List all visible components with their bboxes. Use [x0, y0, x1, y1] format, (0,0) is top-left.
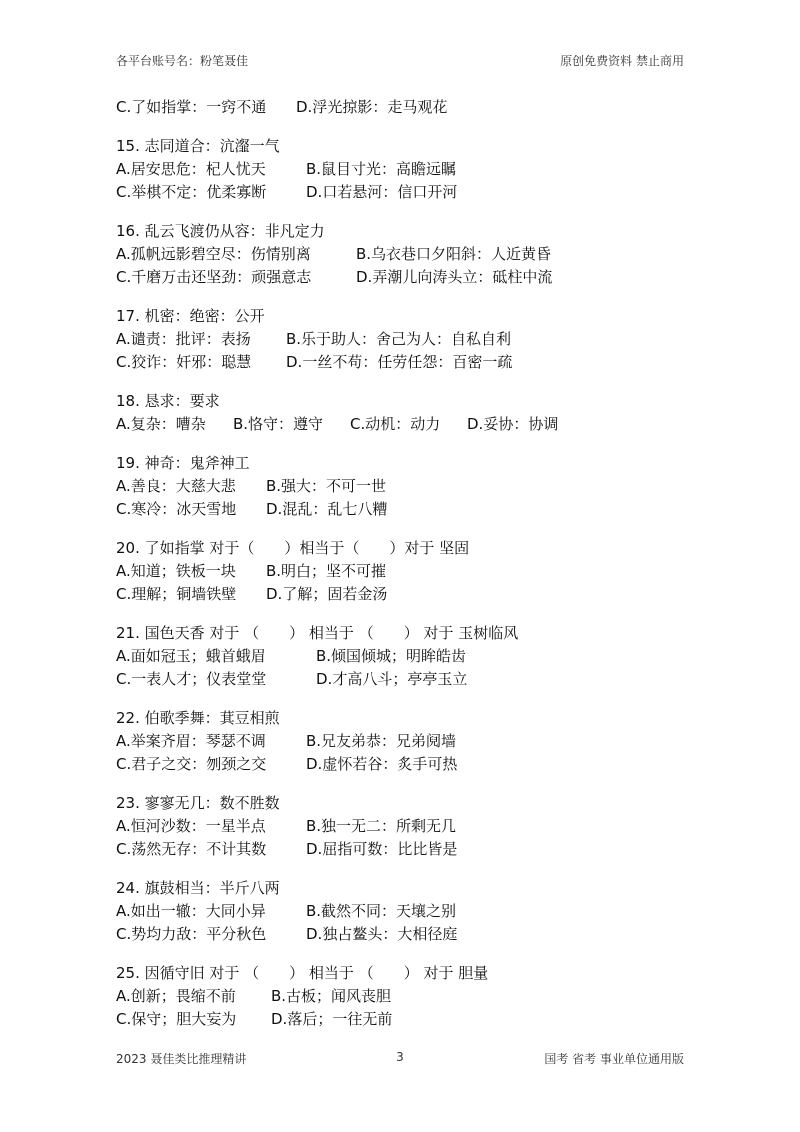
option-b: B.兄友弟恭：兄弟阋墙: [306, 732, 457, 750]
question-title: 25. 因循守旧 对于 （ ） 相当于 （ ） 对于 胆量: [116, 964, 489, 982]
question-block: [116, 622, 696, 691]
options-row: [116, 243, 696, 266]
options-row: [116, 181, 696, 204]
options-row: [116, 668, 696, 691]
options-row: [116, 900, 696, 923]
options-row: [116, 838, 696, 861]
option-c: C.了如指掌：一窍不通: [116, 98, 267, 116]
question-list: [116, 135, 696, 1031]
option-c: C.千磨万击还坚劲：顽强意志: [116, 268, 312, 286]
question-title: 23. 寥寥无几：数不胜数: [116, 794, 280, 812]
options-row: [116, 328, 696, 351]
question-block: [116, 962, 696, 1031]
option-b: B.独一无二：所剩无几: [306, 817, 457, 835]
page-number: 3: [396, 1050, 404, 1064]
option-b: B.古板；闻风丧胆: [271, 987, 392, 1005]
question-block: [116, 707, 696, 776]
question-block: [116, 135, 696, 204]
page-footer: [116, 1050, 684, 1070]
options-row: [116, 266, 696, 289]
question-block: [116, 537, 696, 606]
question-block: [116, 877, 696, 946]
options-row: [116, 985, 696, 1008]
question-block: [116, 792, 696, 861]
option-c: C.寒冷：冰天雪地: [116, 500, 237, 518]
options-row: [116, 583, 696, 606]
option-b: B.鼠目寸光：高瞻远瞩: [306, 160, 457, 178]
question-title: 22. 伯歌季舞：萁豆相煎: [116, 709, 280, 727]
option-d: D.虚怀若谷：炙手可热: [306, 755, 458, 773]
option-b: B.明白；坚不可摧: [266, 562, 387, 580]
option-c: C.狡诈：奸邪：聪慧: [116, 353, 252, 371]
option-d: D.屈指可数：比比皆是: [306, 840, 458, 858]
options-row: [116, 158, 696, 181]
footer-title: 2023 聂佳类比推理精讲: [116, 1052, 247, 1066]
option-c: C.势均力敌：平分秋色: [116, 925, 267, 943]
options-row: [116, 351, 696, 374]
options-row: [116, 923, 696, 946]
header-account-name: 各平台账号名：粉笔聂佳: [116, 54, 249, 68]
option-c: C.保守；胆大妄为: [116, 1010, 237, 1028]
option-a: A.恒河沙数：一星半点: [116, 817, 266, 835]
options-row: [116, 498, 696, 521]
question-title: 17. 机密：绝密：公开: [116, 307, 265, 325]
options-row: [116, 815, 696, 838]
option-a: A.面如冠玉；蛾首蛾眉: [116, 647, 266, 665]
option-d: D.才高八斗；亭亭玉立: [316, 670, 468, 688]
option-b: B.恪守：遵守: [233, 415, 324, 433]
option-c: C.一表人才；仪表堂堂: [116, 670, 267, 688]
option-c: C.君子之交：刎颈之交: [116, 755, 267, 773]
options-row: [116, 560, 696, 583]
option-a: A.创新；畏缩不前: [116, 987, 236, 1005]
question-block: [116, 305, 696, 374]
options-row: [116, 730, 696, 753]
option-d: D.口若悬河：信口开河: [306, 183, 458, 201]
option-a: A.善良：大慈大悲: [116, 477, 236, 495]
option-d: D.妥协：协调: [467, 415, 559, 433]
question-title: 20. 了如指掌 对于（ ）相当于（ ）对于 坚固: [116, 539, 470, 557]
options-row: [116, 475, 696, 498]
question-block: [116, 390, 696, 436]
question-block: [116, 452, 696, 521]
document-content: [116, 96, 696, 1031]
option-a: A.复杂：嘈杂: [116, 415, 206, 433]
option-d: D.独占鳌头：大相径庭: [306, 925, 458, 943]
option-c: C.举棋不定：优柔寡断: [116, 183, 267, 201]
option-a: A.居安思危：杞人忧天: [116, 160, 266, 178]
option-b: B.强大：不可一世: [266, 477, 387, 495]
options-row: [116, 413, 696, 436]
option-c: C.动机：动力: [350, 415, 441, 433]
option-d: D.了解；固若金汤: [266, 585, 388, 603]
options-row: [116, 753, 696, 776]
top-options-row: [116, 96, 696, 119]
header-notice: 原创免费资料 禁止商用: [560, 54, 684, 68]
option-b: B.截然不同：天壤之别: [306, 902, 457, 920]
question-title: 16. 乱云飞渡仍从容：非凡定力: [116, 222, 325, 240]
option-a: A.知道；铁板一块: [116, 562, 236, 580]
question-title: 24. 旗鼓相当：半斤八两: [116, 879, 280, 897]
option-c: C.荡然无存：不计其数: [116, 840, 267, 858]
question-title: 21. 国色天香 对于 （ ） 相当于 （ ） 对于 玉树临风: [116, 624, 519, 642]
question-block: [116, 220, 696, 289]
options-row: [116, 1008, 696, 1031]
option-a: A.如出一辙：大同小异: [116, 902, 266, 920]
option-d: D.落后；一往无前: [271, 1010, 393, 1028]
option-b: B.乐于助人：舍己为人：自私自利: [286, 330, 512, 348]
option-d: D.一丝不苟：任劳任怨：百密一疏: [286, 353, 513, 371]
question-title: 19. 神奇：鬼斧神工: [116, 454, 250, 472]
option-b: B.乌衣巷口夕阳斜：人近黄昏: [356, 245, 552, 263]
option-a: A.举案齐眉：琴瑟不调: [116, 732, 266, 750]
option-b: B.倾国倾城；明眸皓齿: [316, 647, 467, 665]
option-d: D.弄潮儿向涛头立：砥柱中流: [356, 268, 553, 286]
option-c: C.理解；铜墙铁壁: [116, 585, 237, 603]
options-row: [116, 645, 696, 668]
footer-edition: 国考 省考 事业单位通用版: [544, 1052, 684, 1066]
question-title: 15. 志同道合：沆瀣一气: [116, 137, 280, 155]
option-a: A.孤帆远影碧空尽：伤情别离: [116, 245, 311, 263]
option-a: A.谴责：批评：表扬: [116, 330, 251, 348]
option-d: D.浮光掠影：走马观花: [296, 98, 448, 116]
question-title: 18. 恳求：要求: [116, 392, 220, 410]
option-d: D.混乱：乱七八糟: [266, 500, 388, 518]
page-header: [116, 52, 684, 72]
